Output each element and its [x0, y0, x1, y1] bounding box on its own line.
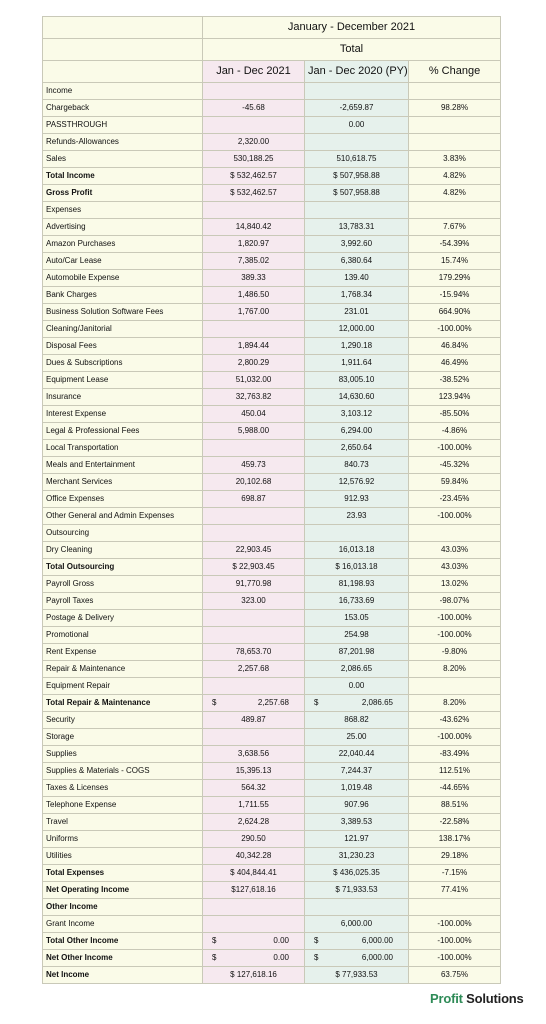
prior-year-value-cell: 510,618.75 [305, 151, 409, 168]
prior-year-value-cell: 81,198.93 [305, 576, 409, 593]
table-row [43, 695, 501, 712]
current-value-cell [203, 729, 305, 746]
current-value-cell: 2,800.29 [203, 355, 305, 372]
row-label: Advertising [43, 219, 203, 236]
current-value-cell: 698.87 [203, 491, 305, 508]
row-label: Net Income [43, 967, 203, 984]
current-value-cell: 14,840.42 [203, 219, 305, 236]
current-value-cell: -45.68 [203, 100, 305, 117]
current-value-cell [203, 899, 305, 916]
prior-year-value-cell: 14,630.60 [305, 389, 409, 406]
row-label: Equipment Repair [43, 678, 203, 695]
current-value-cell: 1,711.55 [203, 797, 305, 814]
table-row [43, 168, 501, 185]
current-value-cell: 2,320.00 [203, 134, 305, 151]
total-row [43, 39, 501, 61]
table-row [43, 882, 501, 899]
currency-amount: 6,000.00 [361, 936, 393, 945]
current-value-cell: 1,767.00 [203, 304, 305, 321]
row-label: Merchant Services [43, 474, 203, 491]
table-row [43, 100, 501, 117]
table-row [43, 627, 501, 644]
change-percent-cell: 63.75% [409, 967, 501, 984]
current-value-cell [203, 83, 305, 100]
table-row [43, 508, 501, 525]
table-row [43, 355, 501, 372]
currency-value [308, 933, 405, 949]
table-row [43, 831, 501, 848]
table-row [43, 967, 501, 984]
change-percent-cell: -4.86% [409, 423, 501, 440]
change-percent-cell [409, 117, 501, 134]
currency-amount: 2,086.65 [361, 698, 393, 707]
table-row [43, 746, 501, 763]
change-percent-cell: 43.03% [409, 559, 501, 576]
table-row [43, 576, 501, 593]
current-value-cell [203, 627, 305, 644]
table-row [43, 780, 501, 797]
current-value-cell: 564.32 [203, 780, 305, 797]
row-label: Cleaning/Janitorial [43, 321, 203, 338]
prior-year-value-cell: 2,650.64 [305, 440, 409, 457]
change-percent-cell [409, 899, 501, 916]
change-percent-cell [409, 525, 501, 542]
table-row [43, 304, 501, 321]
current-value-cell: 78,653.70 [203, 644, 305, 661]
row-label: Insurance [43, 389, 203, 406]
change-percent-cell [409, 678, 501, 695]
change-percent-cell: -98.07% [409, 593, 501, 610]
row-label: Income [43, 83, 203, 100]
prior-year-value-cell: 153.05 [305, 610, 409, 627]
current-value-cell: $ 22,903.45 [203, 559, 305, 576]
change-percent-cell: -7.15% [409, 865, 501, 882]
table-row [43, 729, 501, 746]
row-label: Rent Expense [43, 644, 203, 661]
change-percent-cell: -100.00% [409, 933, 501, 950]
current-value-cell: 389.33 [203, 270, 305, 287]
change-percent-cell: -9.80% [409, 644, 501, 661]
prior-year-value-cell: 840.73 [305, 457, 409, 474]
table-row [43, 763, 501, 780]
table-row [43, 797, 501, 814]
currency-symbol: $ [212, 953, 217, 962]
current-value-cell: 459.73 [203, 457, 305, 474]
table-row [43, 610, 501, 627]
change-percent-cell: 46.84% [409, 338, 501, 355]
change-percent-cell: 13.02% [409, 576, 501, 593]
prior-year-value-cell [305, 202, 409, 219]
table-row [43, 474, 501, 491]
column-header-current: Jan - Dec 2021 [203, 61, 305, 83]
currency-value [206, 695, 301, 711]
prior-year-value-cell: 6,294.00 [305, 423, 409, 440]
table-row [43, 457, 501, 474]
row-label: Equipment Lease [43, 372, 203, 389]
current-value-cell: 5,988.00 [203, 423, 305, 440]
brand-logo [430, 991, 524, 1006]
row-label: Storage [43, 729, 203, 746]
prior-year-value-cell: 23.93 [305, 508, 409, 525]
current-value-cell: 450.04 [203, 406, 305, 423]
current-value-cell: 2,624.28 [203, 814, 305, 831]
currency-value [308, 695, 405, 711]
current-value-cell: $ 532,462.57 [203, 168, 305, 185]
currency-value [308, 950, 405, 966]
current-value-cell [203, 678, 305, 695]
change-percent-cell: 15.74% [409, 253, 501, 270]
current-value-cell: 2,257.68 [203, 661, 305, 678]
column-header-change: % Change [409, 61, 501, 83]
table-row [43, 712, 501, 729]
prior-year-value-cell: 912.93 [305, 491, 409, 508]
change-percent-cell: -100.00% [409, 440, 501, 457]
change-percent-cell: 4.82% [409, 168, 501, 185]
row-label: Total Repair & Maintenance [43, 695, 203, 712]
change-percent-cell: -100.00% [409, 916, 501, 933]
row-label: Total Expenses [43, 865, 203, 882]
table-row [43, 253, 501, 270]
prior-year-value-cell: 6,380.64 [305, 253, 409, 270]
currency-symbol: $ [314, 698, 319, 707]
change-percent-cell: -23.45% [409, 491, 501, 508]
row-label: Auto/Car Lease [43, 253, 203, 270]
table-row [43, 202, 501, 219]
row-label: Utilities [43, 848, 203, 865]
current-value-cell: $127,618.16 [203, 882, 305, 899]
change-percent-cell: 98.28% [409, 100, 501, 117]
change-percent-cell: 123.94% [409, 389, 501, 406]
table-row [43, 899, 501, 916]
current-value-cell: $ 532,462.57 [203, 185, 305, 202]
row-label: Bank Charges [43, 287, 203, 304]
row-label: Total Income [43, 168, 203, 185]
currency-amount: 6,000.00 [361, 953, 393, 962]
current-value-cell: 91,770.98 [203, 576, 305, 593]
period-title: January - December 2021 [203, 17, 501, 39]
prior-year-value-cell: $ 507,958.88 [305, 185, 409, 202]
row-label: Expenses [43, 202, 203, 219]
table-row [43, 219, 501, 236]
prior-year-value-cell [305, 525, 409, 542]
prior-year-value-cell [305, 83, 409, 100]
prior-year-value-cell: 3,992.60 [305, 236, 409, 253]
prior-year-value-cell: 25.00 [305, 729, 409, 746]
prior-year-value-cell: 1,911.64 [305, 355, 409, 372]
change-percent-cell: 179.29% [409, 270, 501, 287]
row-label: Taxes & Licenses [43, 780, 203, 797]
table-row [43, 950, 501, 967]
change-percent-cell [409, 202, 501, 219]
table-row [43, 117, 501, 134]
row-label: Sales [43, 151, 203, 168]
prior-year-value-cell: 868.82 [305, 712, 409, 729]
change-percent-cell: 664.90% [409, 304, 501, 321]
total-heading: Total [203, 39, 501, 61]
prior-year-value-cell: 1,019.48 [305, 780, 409, 797]
current-value-cell: $ 127,618.16 [203, 967, 305, 984]
row-label: Automobile Expense [43, 270, 203, 287]
change-percent-cell: -22.58% [409, 814, 501, 831]
table-row [43, 423, 501, 440]
currency-amount: 0.00 [273, 953, 289, 962]
current-value-cell [203, 508, 305, 525]
prior-year-value-cell: 121.97 [305, 831, 409, 848]
table-row [43, 287, 501, 304]
current-value-cell: 32,763.82 [203, 389, 305, 406]
row-label: Disposal Fees [43, 338, 203, 355]
current-value-cell: 51,032.00 [203, 372, 305, 389]
table-row [43, 372, 501, 389]
prior-year-value-cell [305, 695, 409, 712]
row-label: Refunds-Allowances [43, 134, 203, 151]
prior-year-value-cell: 22,040.44 [305, 746, 409, 763]
current-value-cell: 489.87 [203, 712, 305, 729]
table-row [43, 678, 501, 695]
row-label: Chargeback [43, 100, 203, 117]
prior-year-value-cell: 7,244.37 [305, 763, 409, 780]
prior-year-value-cell [305, 899, 409, 916]
current-value-cell: 7,385.02 [203, 253, 305, 270]
table-row [43, 236, 501, 253]
currency-symbol: $ [314, 936, 319, 945]
change-percent-cell: -15.94% [409, 287, 501, 304]
table-row [43, 321, 501, 338]
table-row [43, 865, 501, 882]
brand-name: Profit Solutions [430, 991, 524, 1006]
prior-year-value-cell: $ 436,025.35 [305, 865, 409, 882]
row-label: Security [43, 712, 203, 729]
change-percent-cell: -44.65% [409, 780, 501, 797]
change-percent-cell: -100.00% [409, 627, 501, 644]
change-percent-cell: -83.49% [409, 746, 501, 763]
table-row [43, 848, 501, 865]
row-label: Total Other Income [43, 933, 203, 950]
current-value-cell: 22,903.45 [203, 542, 305, 559]
table-row [43, 559, 501, 576]
current-value-cell: 290.50 [203, 831, 305, 848]
row-label: Repair & Maintenance [43, 661, 203, 678]
prior-year-value-cell: 2,086.65 [305, 661, 409, 678]
table-row [43, 525, 501, 542]
row-label: Payroll Taxes [43, 593, 203, 610]
current-value-cell [203, 117, 305, 134]
change-percent-cell: 59.84% [409, 474, 501, 491]
table-row [43, 916, 501, 933]
table-row [43, 661, 501, 678]
change-percent-cell: 4.82% [409, 185, 501, 202]
table-row [43, 542, 501, 559]
row-label: Dry Cleaning [43, 542, 203, 559]
change-percent-cell: 77.41% [409, 882, 501, 899]
change-percent-cell: 29.18% [409, 848, 501, 865]
row-label: Uniforms [43, 831, 203, 848]
prior-year-value-cell: 87,201.98 [305, 644, 409, 661]
row-label: Travel [43, 814, 203, 831]
current-value-cell: 20,102.68 [203, 474, 305, 491]
prior-year-value-cell: 254.98 [305, 627, 409, 644]
current-value-cell [203, 950, 305, 967]
change-percent-cell: -43.62% [409, 712, 501, 729]
row-label: Total Outsourcing [43, 559, 203, 576]
currency-symbol: $ [212, 698, 217, 707]
prior-year-value-cell: 0.00 [305, 678, 409, 695]
table-row [43, 270, 501, 287]
row-label: Supplies & Materials - COGS [43, 763, 203, 780]
current-value-cell: 1,820.97 [203, 236, 305, 253]
row-label: Net Operating Income [43, 882, 203, 899]
header-blank-cell [43, 61, 203, 83]
prior-year-value-cell [305, 134, 409, 151]
prior-year-value-cell: 907.96 [305, 797, 409, 814]
prior-year-value-cell [305, 950, 409, 967]
row-label: Other Income [43, 899, 203, 916]
current-value-cell [203, 933, 305, 950]
row-label: Business Solution Software Fees [43, 304, 203, 321]
row-label: Gross Profit [43, 185, 203, 202]
prior-year-value-cell: 13,783.31 [305, 219, 409, 236]
table-row [43, 406, 501, 423]
change-percent-cell: 138.17% [409, 831, 501, 848]
current-value-cell: $ 404,844.41 [203, 865, 305, 882]
prior-year-value-cell: $ 77,933.53 [305, 967, 409, 984]
row-label: Office Expenses [43, 491, 203, 508]
row-label: PASSTHROUGH [43, 117, 203, 134]
change-percent-cell: -85.50% [409, 406, 501, 423]
row-label: Net Other Income [43, 950, 203, 967]
prior-year-value-cell: 31,230.23 [305, 848, 409, 865]
prior-year-value-cell: 12,576.92 [305, 474, 409, 491]
prior-year-value-cell: 231.01 [305, 304, 409, 321]
change-percent-cell: -38.52% [409, 372, 501, 389]
table-row [43, 134, 501, 151]
table-row [43, 933, 501, 950]
current-value-cell [203, 695, 305, 712]
change-percent-cell: -54.39% [409, 236, 501, 253]
currency-symbol: $ [212, 936, 217, 945]
period-row [43, 17, 501, 39]
column-header-prior-year: Jan - Dec 2020 (PY) [305, 61, 409, 83]
prior-year-value-cell: 1,768.34 [305, 287, 409, 304]
row-label: Grant Income [43, 916, 203, 933]
table-row [43, 593, 501, 610]
row-label: Legal & Professional Fees [43, 423, 203, 440]
change-percent-cell: 3.83% [409, 151, 501, 168]
table-row [43, 491, 501, 508]
change-percent-cell: 8.20% [409, 661, 501, 678]
table-row [43, 814, 501, 831]
prior-year-value-cell: -2,659.87 [305, 100, 409, 117]
currency-value [206, 950, 301, 966]
prior-year-value-cell: 12,000.00 [305, 321, 409, 338]
current-value-cell: 15,395.13 [203, 763, 305, 780]
current-value-cell: 323.00 [203, 593, 305, 610]
current-value-cell: 40,342.28 [203, 848, 305, 865]
change-percent-cell: 46.49% [409, 355, 501, 372]
row-label: Local Transportation [43, 440, 203, 457]
prior-year-value-cell: 1,290.18 [305, 338, 409, 355]
row-label: Dues & Subscriptions [43, 355, 203, 372]
current-value-cell [203, 440, 305, 457]
current-value-cell [203, 610, 305, 627]
row-label: Outsourcing [43, 525, 203, 542]
row-label: Meals and Entertainment [43, 457, 203, 474]
currency-value [206, 933, 301, 949]
change-percent-cell: -100.00% [409, 321, 501, 338]
prior-year-value-cell: 83,005.10 [305, 372, 409, 389]
prior-year-value-cell: 3,389.53 [305, 814, 409, 831]
change-percent-cell [409, 83, 501, 100]
table-row [43, 338, 501, 355]
change-percent-cell: 88.51% [409, 797, 501, 814]
row-label: Promotional [43, 627, 203, 644]
row-label: Payroll Gross [43, 576, 203, 593]
currency-amount: 0.00 [273, 936, 289, 945]
table-row [43, 83, 501, 100]
prior-year-value-cell: 16,013.18 [305, 542, 409, 559]
change-percent-cell: -100.00% [409, 508, 501, 525]
row-label: Other General and Admin Expenses [43, 508, 203, 525]
change-percent-cell: -100.00% [409, 950, 501, 967]
table-row [43, 389, 501, 406]
table-row [43, 151, 501, 168]
prior-year-value-cell: $ 16,013.18 [305, 559, 409, 576]
current-value-cell [203, 916, 305, 933]
row-label: Amazon Purchases [43, 236, 203, 253]
change-percent-cell: 43.03% [409, 542, 501, 559]
prior-year-value-cell: 3,103.12 [305, 406, 409, 423]
change-percent-cell [409, 134, 501, 151]
row-label: Telephone Expense [43, 797, 203, 814]
prior-year-value-cell: $ 71,933.53 [305, 882, 409, 899]
change-percent-cell: -100.00% [409, 729, 501, 746]
row-label: Postage & Delivery [43, 610, 203, 627]
change-percent-cell: 8.20% [409, 695, 501, 712]
table-row [43, 440, 501, 457]
profit-loss-table [42, 16, 501, 984]
current-value-cell [203, 525, 305, 542]
change-percent-cell: 112.51% [409, 763, 501, 780]
current-value-cell [203, 321, 305, 338]
column-header-row [43, 61, 501, 83]
change-percent-cell: 7.67% [409, 219, 501, 236]
prior-year-value-cell: 0.00 [305, 117, 409, 134]
header-blank-cell [43, 17, 203, 39]
currency-symbol: $ [314, 953, 319, 962]
row-label: Supplies [43, 746, 203, 763]
prior-year-value-cell: 139.40 [305, 270, 409, 287]
current-value-cell: 3,638.56 [203, 746, 305, 763]
prior-year-value-cell: 16,733.69 [305, 593, 409, 610]
header-blank-cell [43, 39, 203, 61]
current-value-cell: 1,486.50 [203, 287, 305, 304]
current-value-cell [203, 202, 305, 219]
change-percent-cell: -100.00% [409, 610, 501, 627]
prior-year-value-cell: $ 507,958.88 [305, 168, 409, 185]
table-row [43, 185, 501, 202]
current-value-cell: 530,188.25 [203, 151, 305, 168]
change-percent-cell: -45.32% [409, 457, 501, 474]
prior-year-value-cell [305, 933, 409, 950]
table-row [43, 644, 501, 661]
row-label: Interest Expense [43, 406, 203, 423]
current-value-cell: 1,894.44 [203, 338, 305, 355]
prior-year-value-cell: 6,000.00 [305, 916, 409, 933]
currency-amount: 2,257.68 [257, 698, 289, 707]
